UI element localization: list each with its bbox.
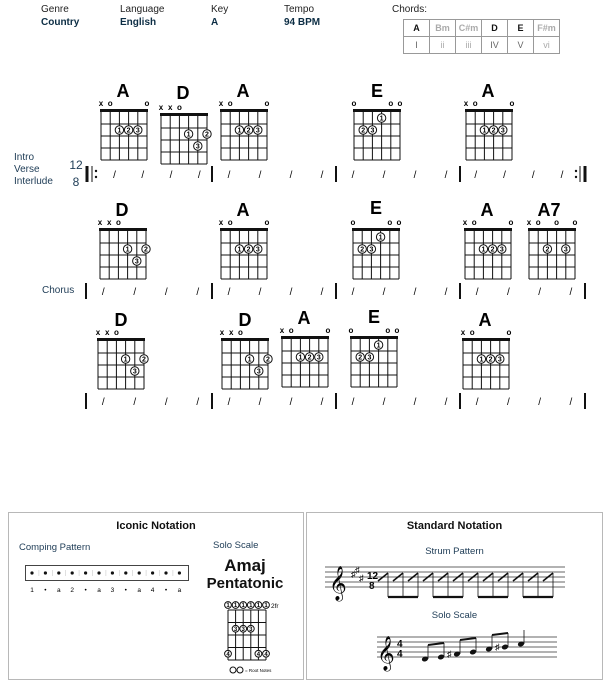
finger-number: 3	[370, 127, 375, 135]
chord-name: E	[370, 81, 384, 101]
chord-diagram	[461, 328, 512, 389]
chord-name: D	[115, 200, 129, 220]
iconic-notation-title: Iconic Notation	[116, 520, 196, 532]
chord-diagram	[99, 99, 150, 160]
strum-mark: /	[320, 170, 324, 181]
repeat-dot	[95, 176, 97, 178]
finger-number: 2	[490, 246, 495, 254]
chord-nut	[352, 228, 400, 231]
repeat-dot	[95, 170, 97, 172]
chord-nut	[464, 228, 512, 231]
chord-name: E	[369, 198, 383, 218]
chord-diagram	[351, 218, 402, 279]
comping-count: a	[97, 587, 101, 594]
standard-notation-panel	[306, 512, 603, 680]
strum-mark: /	[569, 397, 573, 408]
string-marker: x	[104, 328, 110, 337]
scale-finger: 1	[249, 603, 253, 610]
key-chord-name: D	[482, 20, 508, 37]
string-marker: o	[264, 218, 270, 227]
string-marker: o	[508, 218, 514, 227]
chord-nut	[97, 338, 145, 341]
strum-mark: /	[133, 287, 137, 298]
note-beam	[492, 633, 508, 635]
comping-beat	[151, 571, 154, 574]
finger-number: 2	[266, 356, 270, 364]
chord-diagram	[464, 99, 515, 160]
strum-pattern-label: Strum Pattern	[425, 546, 484, 557]
strum-mark: /	[444, 397, 448, 408]
chord-diagram	[349, 326, 400, 387]
chord-nut	[350, 336, 398, 339]
chords-label: Chords:	[392, 4, 428, 15]
strum-mark: /	[538, 287, 542, 298]
string-marker: x	[167, 103, 173, 112]
finger-number: 2	[144, 246, 148, 254]
string-marker: o	[472, 99, 478, 108]
strum-mark: /	[320, 287, 324, 298]
chord-nut	[221, 338, 269, 341]
string-marker: x	[106, 218, 112, 227]
repeat-dot	[575, 176, 577, 178]
strum-mark: /	[196, 397, 200, 408]
scale-finger: 3	[241, 626, 245, 633]
finger-number: 3	[135, 127, 140, 135]
chord-name: D	[238, 310, 252, 330]
string-marker: x	[460, 328, 466, 337]
chord-diagram	[219, 99, 270, 160]
finger-number: 1	[378, 234, 383, 242]
strum-mark: /	[169, 170, 173, 181]
solo-scale-label: Solo Scale	[213, 540, 259, 551]
comping-beat	[84, 571, 87, 574]
finger-number: 3	[500, 127, 505, 135]
chord-nut	[462, 338, 510, 341]
string-marker: x	[95, 328, 101, 337]
comping-beats	[26, 566, 188, 580]
key-chord-numeral: IV	[482, 37, 508, 54]
finger-number: 1	[298, 354, 303, 362]
scale-type: Pentatonic	[206, 575, 284, 592]
string-marker: x	[462, 218, 468, 227]
string-marker: o	[144, 99, 150, 108]
scale-finger: 1	[241, 603, 245, 610]
chord-nut	[99, 228, 147, 231]
scale-finger: 1	[233, 603, 238, 610]
key-chord-name: C#m	[456, 20, 482, 37]
string-marker: o	[394, 326, 400, 335]
string-marker: o	[535, 218, 541, 227]
chord-name: A	[478, 310, 492, 330]
strum-mark: /	[227, 170, 231, 181]
accidental: ♯	[495, 642, 500, 652]
string-marker: o	[237, 328, 243, 337]
finger-number: 2	[246, 127, 251, 135]
strum-mark: /	[382, 287, 386, 298]
finger-number: 3	[369, 246, 374, 254]
comping-beat	[164, 571, 167, 574]
finger-number: 1	[481, 246, 486, 254]
comping-beat	[124, 571, 127, 574]
chord-name: A	[236, 200, 250, 220]
time-top: 12	[367, 571, 379, 582]
chord-nut	[281, 336, 329, 339]
strum-mark: /	[258, 170, 262, 181]
solo-staff	[377, 621, 597, 677]
chord-nut	[353, 109, 401, 112]
scale-finger: 3	[249, 626, 253, 633]
strum-mark: /	[101, 287, 105, 298]
comping-count: •	[44, 587, 47, 594]
key-label: Key	[211, 4, 229, 15]
chord-nut	[160, 113, 208, 116]
strum-mark: /	[560, 170, 564, 181]
language-label: Language	[120, 4, 165, 15]
finger-number: 2	[491, 127, 496, 135]
finger-number: 3	[563, 246, 568, 254]
finger-number: 2	[360, 246, 365, 254]
strum-mark: /	[227, 397, 231, 408]
string-marker: o	[227, 99, 233, 108]
repeat-dot	[575, 170, 577, 172]
string-marker: o	[385, 326, 391, 335]
finger-number: 3	[132, 368, 137, 376]
comping-count: a	[56, 587, 61, 594]
section-label-verse: Verse	[14, 164, 40, 175]
time-top: 4	[397, 639, 403, 650]
chord-diagram	[96, 328, 148, 389]
root-legend-text: = Root Notes	[245, 668, 272, 673]
chord-name: A	[116, 81, 130, 101]
key-chord-name: A	[404, 20, 430, 37]
language-value: English	[120, 17, 157, 28]
finger-number: 3	[134, 258, 139, 266]
chord-nut	[465, 109, 513, 112]
strum-mark: /	[444, 287, 448, 298]
tempo-value: 94 BPM	[284, 17, 321, 28]
finger-number: 3	[256, 368, 261, 376]
strum-mark: /	[444, 170, 448, 181]
strum-mark: /	[164, 287, 168, 298]
strum-mark: /	[141, 170, 145, 181]
chord-name: A7	[537, 200, 561, 220]
chord-diagram	[352, 99, 403, 160]
finger-number: 3	[195, 143, 200, 151]
finger-number: 1	[479, 356, 484, 364]
strum-mark: /	[507, 397, 510, 408]
chord-name: A	[481, 81, 495, 101]
chord-nut	[100, 109, 148, 112]
solo-scale-label-standard: Solo Scale	[431, 610, 478, 621]
scale-finger: 1	[226, 603, 230, 610]
chord-diagram	[220, 328, 272, 389]
comping-count: a	[137, 587, 142, 594]
string-marker: o	[388, 99, 394, 108]
comping-count: 3	[110, 587, 115, 594]
strum-mark: /	[227, 287, 231, 298]
note-beam	[428, 643, 444, 645]
scale-finger: 4	[256, 651, 261, 658]
string-marker: x	[219, 328, 225, 337]
chord-nut	[220, 109, 268, 112]
key-value: A	[211, 17, 219, 28]
strum-mark: /	[133, 397, 137, 408]
finger-number: 1	[186, 131, 191, 139]
string-marker: x	[98, 99, 104, 108]
string-marker: o	[471, 218, 477, 227]
chord-diagram	[159, 103, 211, 164]
comping-pattern-label: Comping Pattern	[19, 542, 91, 553]
fret-label: 2fr	[271, 603, 279, 610]
chord-name: E	[367, 307, 381, 327]
comping-beat	[138, 571, 141, 574]
scale-diagram	[209, 597, 301, 675]
standard-notation-title: Standard Notation	[406, 520, 503, 532]
finger-number: 3	[255, 246, 260, 254]
string-marker: o	[288, 326, 294, 335]
strum-mark: /	[101, 397, 105, 408]
finger-number: 3	[255, 127, 260, 135]
strum-mark: /	[164, 397, 168, 408]
string-marker: o	[397, 99, 403, 108]
scale-finger: 4	[226, 651, 230, 658]
strum-mark: /	[258, 287, 262, 298]
strum-mark: /	[503, 170, 506, 181]
chord-nut	[220, 228, 268, 231]
finger-number: 1	[237, 127, 242, 135]
treble-clef-icon: 𝄞	[329, 567, 347, 600]
section-label-intro: Intro	[14, 152, 35, 163]
comping-count: 1	[30, 587, 34, 594]
comping-beat	[30, 571, 33, 574]
comping-count: •	[124, 587, 127, 594]
strum-mark: /	[196, 287, 200, 298]
chord-name: A	[480, 200, 494, 220]
finger-number: 1	[376, 342, 381, 350]
string-marker: o	[115, 218, 121, 227]
string-marker: o	[264, 99, 270, 108]
key-signature: ♯	[355, 565, 360, 575]
string-marker: o	[351, 99, 357, 108]
comping-beat	[111, 571, 114, 574]
comping-count: •	[164, 587, 168, 594]
finger-number: 1	[123, 356, 128, 364]
strum-mark: /	[507, 287, 510, 298]
strum-mark: /	[382, 397, 386, 408]
finger-number: 3	[316, 354, 321, 362]
string-marker: x	[526, 218, 532, 227]
finger-number: 1	[125, 246, 130, 254]
key-chord-numeral: I	[404, 37, 430, 54]
finger-number: 2	[307, 354, 312, 362]
accidental: ♯	[447, 649, 452, 659]
strum-mark: /	[413, 397, 417, 408]
strum-mark: /	[382, 170, 386, 181]
section-label-chorus: Chorus	[42, 285, 75, 296]
finger-number: 3	[497, 356, 502, 364]
chord-name: D	[114, 310, 128, 330]
finger-number: 1	[482, 127, 487, 135]
string-marker: o	[506, 328, 512, 337]
key-chord-numeral: vi	[534, 37, 560, 54]
finger-number: 2	[126, 127, 131, 135]
time-signature-bottom: 8	[72, 175, 80, 189]
note-beam	[460, 638, 476, 640]
strum-mark: /	[413, 170, 417, 181]
comping-pattern-grid	[25, 565, 189, 581]
chord-diagram	[280, 326, 331, 387]
string-marker: o	[107, 99, 113, 108]
time-bottom: 8	[369, 581, 375, 592]
chord-diagram	[527, 218, 578, 279]
string-marker: x	[279, 326, 285, 335]
string-marker: o	[176, 103, 182, 112]
key-chord-name: E	[508, 20, 534, 37]
chord-nut	[528, 228, 576, 231]
string-marker: o	[348, 326, 354, 335]
strum-mark: /	[289, 170, 293, 181]
string-marker: x	[218, 218, 224, 227]
key-chord-numeral: ii	[430, 37, 456, 54]
string-marker: o	[554, 218, 560, 227]
chord-diagram	[98, 218, 150, 279]
comping-count: 2	[70, 587, 75, 594]
comping-beat	[178, 571, 181, 574]
strum-mark: /	[413, 287, 417, 298]
strum-staff	[317, 559, 597, 607]
comping-counts	[25, 581, 189, 599]
comping-count: a	[177, 587, 182, 594]
strum-mark: /	[351, 397, 355, 408]
scale-finger: 4	[264, 651, 268, 658]
tempo-label: Tempo	[284, 4, 315, 15]
strum-mark: /	[320, 397, 324, 408]
chord-name: A	[236, 81, 250, 101]
string-marker: o	[572, 218, 578, 227]
string-marker: o	[396, 218, 402, 227]
finger-number: 1	[117, 127, 122, 135]
key-chord-numeral: iii	[456, 37, 482, 54]
treble-clef-icon: 𝄞	[377, 637, 395, 670]
strum-mark: /	[289, 397, 293, 408]
finger-number: 3	[367, 354, 372, 362]
key-chord-name: F#m	[534, 20, 560, 37]
genre-label: Genre	[41, 4, 69, 15]
string-marker: o	[350, 218, 356, 227]
comping-beat	[44, 571, 47, 574]
chord-diagram	[463, 218, 514, 279]
strum-mark: /	[289, 287, 293, 298]
strum-mark: /	[113, 170, 116, 181]
string-marker: o	[227, 218, 233, 227]
string-marker: o	[325, 326, 331, 335]
string-marker: x	[97, 218, 103, 227]
strum-mark: /	[475, 287, 479, 298]
finger-number: 2	[246, 246, 251, 254]
scale-finger: 3	[233, 626, 238, 633]
scale-name: Amaj	[224, 556, 266, 575]
strum-mark: /	[538, 397, 542, 408]
string-marker: o	[509, 99, 515, 108]
finger-number: 3	[499, 246, 504, 254]
finger-number: 1	[237, 246, 242, 254]
comping-beat	[57, 571, 60, 574]
string-marker: o	[469, 328, 475, 337]
strum-mark: /	[258, 397, 262, 408]
scale-finger: 1	[264, 603, 268, 610]
key-signature: ♯	[359, 573, 364, 583]
string-marker: x	[158, 103, 164, 112]
strum-mark: /	[474, 170, 478, 181]
key-chord-numeral: V	[508, 37, 534, 54]
strum-mark: /	[475, 397, 479, 408]
string-marker: o	[387, 218, 393, 227]
finger-number: 1	[247, 356, 252, 364]
strum-mark: /	[197, 170, 201, 181]
finger-number: 2	[488, 356, 493, 364]
root-legend	[230, 667, 272, 673]
time-signature-top: 12	[69, 158, 83, 172]
strum-mark: /	[531, 170, 535, 181]
string-marker: x	[218, 99, 224, 108]
finger-number: 1	[379, 115, 384, 123]
chord-diagram	[219, 218, 270, 279]
finger-number: 2	[545, 246, 550, 254]
comping-count: 4	[150, 587, 155, 594]
comping-beat	[71, 571, 74, 574]
finger-number: 2	[205, 131, 209, 139]
scale-finger: 1	[256, 603, 261, 610]
comping-beat	[97, 571, 100, 574]
iconic-notation-panel	[8, 512, 304, 680]
key-signature: ♯	[351, 569, 356, 579]
strum-mark: /	[569, 287, 573, 298]
key-chord-name: Bm	[430, 20, 456, 37]
section-label-interlude: Interlude	[14, 176, 53, 187]
chord-name: D	[176, 83, 190, 103]
strum-mark: /	[351, 170, 355, 181]
strum-mark: /	[351, 287, 355, 298]
finger-number: 2	[361, 127, 366, 135]
string-marker: o	[113, 328, 119, 337]
genre-value: Country	[41, 17, 80, 28]
finger-number: 2	[358, 354, 363, 362]
finger-number: 2	[142, 356, 146, 364]
chord-name: A	[297, 308, 311, 328]
string-marker: x	[463, 99, 469, 108]
string-marker: x	[228, 328, 234, 337]
time-bottom: 4	[397, 649, 403, 660]
comping-count: •	[84, 587, 87, 594]
